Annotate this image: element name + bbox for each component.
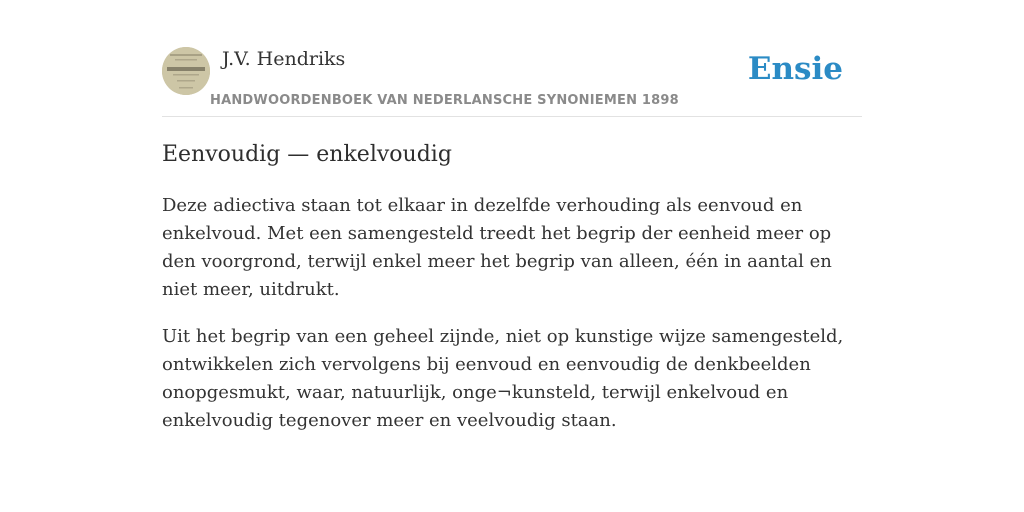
book-cover-icon [162,47,210,95]
entry-paragraph: Deze adiectiva staan tot elkaar in dezelfde verhouding als eenvoud en enkelvoud. Met een samengesteld treedt het begrip der eenheid meer op den voorgrond, terwijl enkel meer het begrip van alleen, één in aantal en niet meer, uitdrukt. [162,195,832,300]
ensie-logo[interactable]: Ensie [747,51,843,87]
page-header [162,44,862,117]
source-title[interactable]: HANDWOORDENBOEK VAN NEDERLANSCHE SYNONIEMEN 1898 [210,93,679,108]
entry-body [162,192,864,454]
book-cover-avatar[interactable] [162,47,210,95]
entry-paragraph: Uit het begrip van een geheel zijnde, niet op kunstige wijze samengesteld, ontwikkelen zich vervolgens bij eenvoud en eenvoudig de denkbeelden onopgesmukt, waar, natuurlijk, onge¬kunsteld, terwijl enkelvoud en enkelvoudig tegenover meer en veelvoudig staan. [162,326,844,431]
author-name[interactable]: J.V. Hendriks [222,48,346,70]
entry-title: Eenvoudig — enkelvoudig [162,142,452,167]
